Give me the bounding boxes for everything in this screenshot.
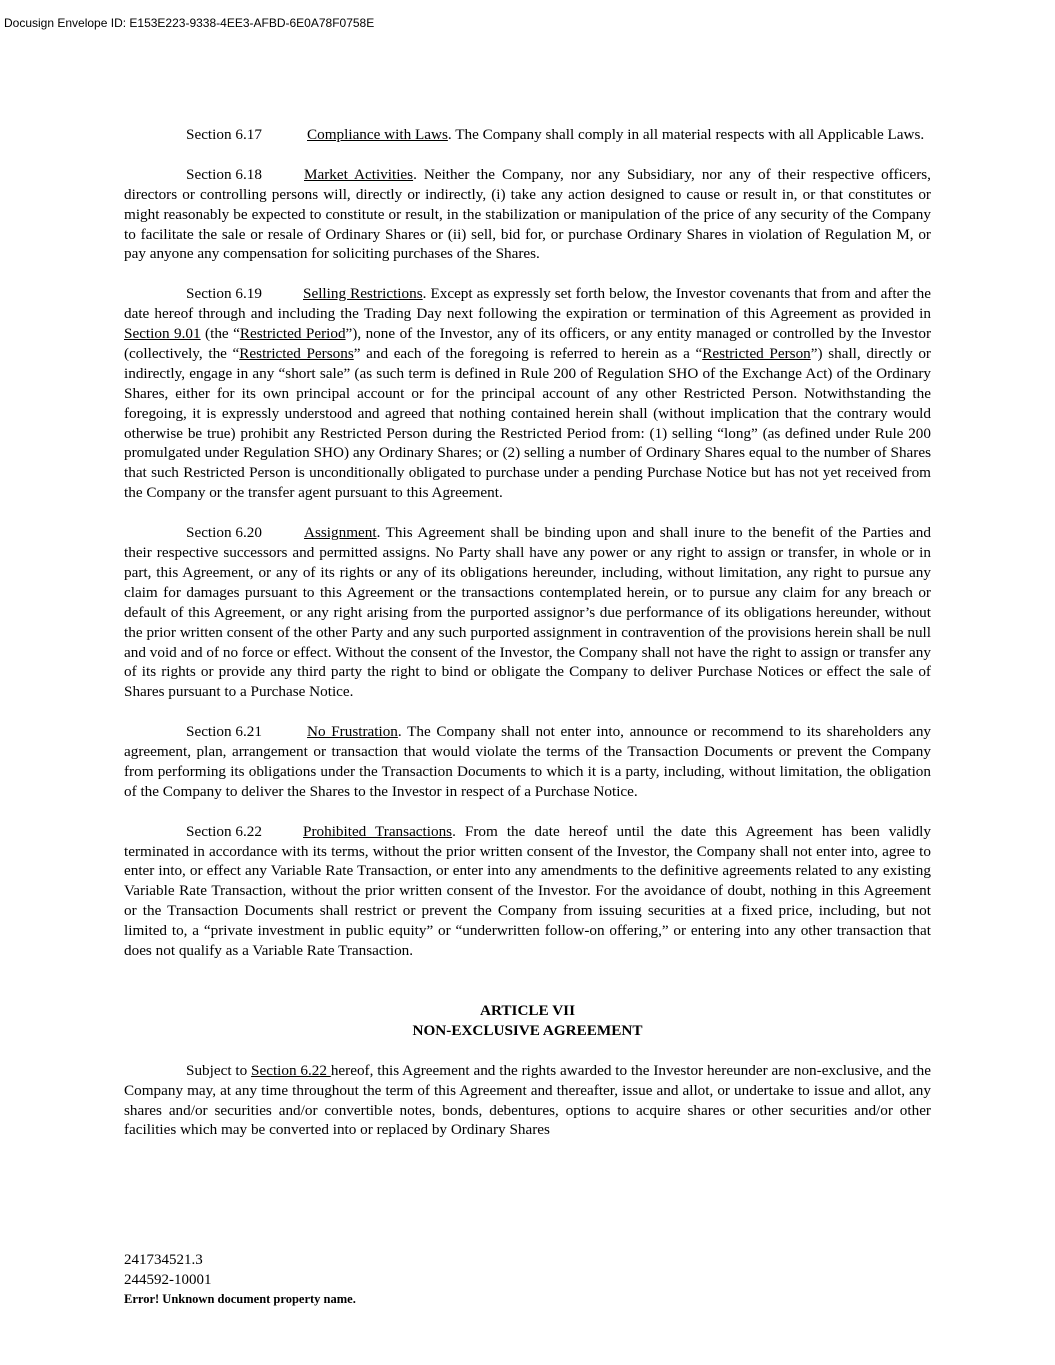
section-text: . The Company shall comply in all material respects with all Applicable Laws. xyxy=(447,126,925,143)
section-title: Market Activities xyxy=(304,165,414,183)
section-reference: Section 6.22 xyxy=(251,1061,331,1079)
section-6-19 xyxy=(124,284,931,503)
section-text: ”) shall, directly or indirectly, engage in any “short sale” (as such term is defined in Rule 200 of Regulation SHO of the Exchange Act) of the Ordinary Shares, either for its own principal account or for the principal account of any other Restricted Person. Notwithstanding the foregoing, it is expressly understood and agreed that nothing contained herein shall (without implication that the contrary would otherwise be true) prohibit any Restricted Person during the Restricted Period from: (1) selling “long” (as defined under Rule 200 promulgated under Regulation SHO) any Ordinary Shares; or (2) selling a number of Ordinary Shares equal to the number of Shares that such Restricted Person is unconditionally obligated to purchase under a pending Purchase Notice but has not yet received from the Company or the transfer agent pursuant to this Agreement. xyxy=(124,344,931,502)
envelope-id: Docusign Envelope ID: E153E223-9338-4EE3-AFBD-6E0A78F0758E xyxy=(4,16,375,30)
section-text: (the “ xyxy=(200,325,240,343)
section-text: ”), none of the Investor, any of its officers, or any entity managed or controlled by the Investor (collectively, the “ xyxy=(124,325,932,362)
article-title: NON-EXCLUSIVE AGREEMENT xyxy=(412,1021,643,1039)
section-text: ” and each of the foregoing is referred to herein as a “ xyxy=(353,344,703,362)
section-6-22 xyxy=(124,822,931,961)
section-title: Assignment xyxy=(304,524,377,542)
article-vii-text xyxy=(124,1061,931,1141)
section-number: Section 6.18 xyxy=(186,165,262,183)
article-number: ARTICLE VII xyxy=(480,1001,575,1019)
section-number: Section 6.19 xyxy=(186,285,262,303)
article-text: hereof, this Agreement and the rights awarded to the Investor hereunder are non-exclusive, and the Company may, at any time throughout the term of this Agreement and thereafter, issue and allot, or undertake to issue and allot, any shares and/or securities and/or convertible notes, bonds, debentures, options to acquire shares or other securities and/or other facilities which may be converted into or replaced by Ordinary Shares xyxy=(124,1061,931,1139)
section-text: . From the date hereof until the date this Agreement has been validly terminated in accordance with its terms, without the prior written consent of the Investor, the Company shall not enter into, agree to enter into, or effect any Variable Rate Transaction, or enter into any amendments to the definitive agreements related to any existing Variable Rate Transaction, without the prior written consent of the Investor. For the avoidance of doubt, nothing in this Agreement or the Transaction Documents shall restrict or prevent the Company from issuing securities at a fixed price, including, but not limited to, a “private investment in public equity” or “underwritten follow-on offering,” or entering into any other transaction that does not qualify as a Variable Rate Transaction. xyxy=(124,822,931,960)
section-text: . Except as expressly set forth below, the Investor covenants that from and after the date hereof through and including the Trading Day next following the expiration or termination of this Agreement as provided in xyxy=(124,285,931,323)
document-body xyxy=(124,125,931,1160)
article-heading xyxy=(124,1001,931,1041)
section-number: Section 6.20 xyxy=(186,524,262,542)
section-number: Section 6.17 xyxy=(186,126,262,143)
footer-matter-number: 244592-10001 xyxy=(124,1271,212,1288)
section-6-17 xyxy=(124,125,931,145)
article-text: Subject to xyxy=(186,1061,252,1079)
document-footer xyxy=(124,1251,356,1308)
section-text: . The Company shall not enter into, announce or recommend to its shareholders any agreement, plan, arrangement or transaction that would violate the terms of the Transaction Documents or prevent the Company from performing its obligations under the Transaction Documents to which it is a party, including, without limitation, the obligation of the Company to deliver the Shares to the Investor in respect of a Purchase Notice. xyxy=(124,723,932,800)
footer-error: Error! Unknown document property name. xyxy=(124,1292,356,1306)
section-reference: Section 9.01 xyxy=(124,325,201,343)
section-text: . This Agreement shall be binding upon and shall inure to the benefit of the Parties and their respective successors and permitted assigns. No Party shall have any power or any right to assign or transfer, in whole or in part, this Agreement, or any of its rights or any of its obligations hereunder, including, without limitation, any right to pursue any claim for damages pursuant to this Agreement or the transactions contemplated herein, or to pursue any claim for any breach or default of this Agreement, or any right arising from the purported assignor’s due performance of its obligations hereunder, without the prior written consent of the other Party and any such purported assignment in contravention of the provisions herein shall be null and void and of no force or effect. Without the consent of the Investor, the Company shall not have the right to assign or transfer any of its rights or provide any third party the right to bind or obligate the Company to deliver Purchase Notices or effect the sale of Shares pursuant to a Purchase Notice. xyxy=(124,524,931,701)
footer-doc-number: 241734521.3 xyxy=(124,1252,203,1268)
section-title: Compliance with Laws xyxy=(307,126,448,143)
section-title: Prohibited Transactions xyxy=(303,822,453,840)
defined-term: Restricted Period xyxy=(239,325,346,343)
section-6-20 xyxy=(124,523,931,702)
section-text: . Neither the Company, nor any Subsidiary, nor any of their respective officers, directors or controlling persons will, directly or indirectly, (i) take any action designed to cause or result in, or that constitutes or might reasonably be expected to constitute or result, in the stabilization or manipulation of the price of any security of the Company to facilitate the sale or resale of Ordinary Shares or (ii) sell, bid for, or purchase Ordinary Shares in violation of Regulation M, or pay anyone any compensation for soliciting purchases of the Shares. xyxy=(124,165,931,263)
section-number: Section 6.21 xyxy=(186,723,262,741)
defined-term: Restricted Person xyxy=(702,344,811,362)
section-title: No Frustration xyxy=(307,723,398,741)
defined-term: Restricted Persons xyxy=(239,344,354,362)
section-6-18 xyxy=(124,165,931,265)
section-title: Selling Restrictions xyxy=(303,285,423,303)
section-6-21 xyxy=(124,722,931,802)
section-number: Section 6.22 xyxy=(186,822,262,840)
